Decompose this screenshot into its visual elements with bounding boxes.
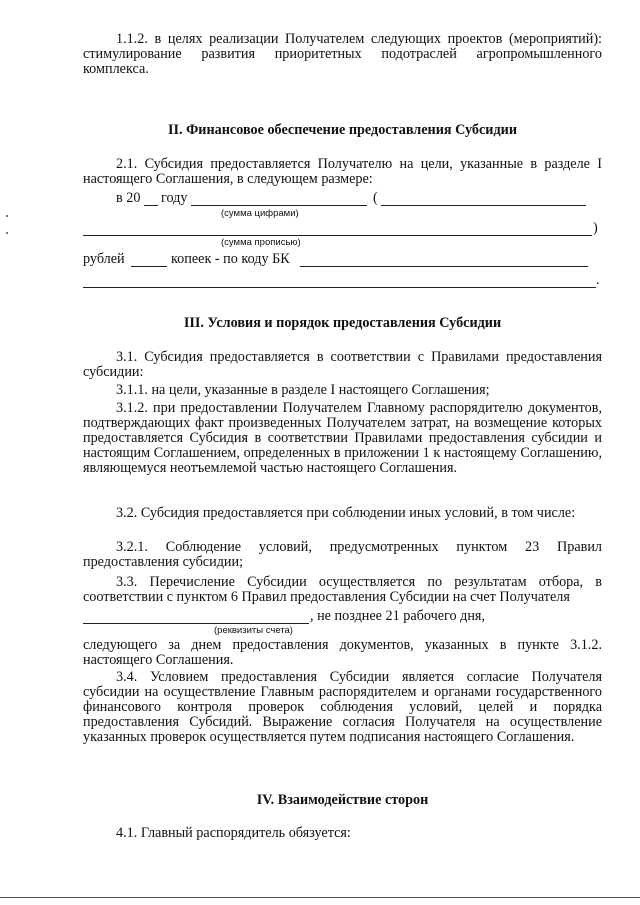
paragraph-3-2: 3.2. Субсидия предоставляется при соблюдении иных условий, в том числе: <box>116 505 576 521</box>
paragraph-3-1-1: 3.1.1. на цели, указанные в разделе I настоящего Соглашения; <box>116 382 490 398</box>
close-paren: ) <box>593 220 598 236</box>
paragraph-3-1: 3.1. Субсидия предоставляется в соответствии с Правилами предоставления субсидии: <box>83 349 602 380</box>
section-2-heading: II. Финансовое обеспечение предоставления Субсидии <box>167 122 518 138</box>
rubles-label: рублей <box>83 251 125 267</box>
paragraph-3-3: 3.3. Перечисление Субсидии осуществляется по результатам отбора, в соответствии с пунктом 6 Правил предоставления Субсидии на счет Получателя <box>83 574 602 605</box>
paragraph-1-1-2: 1.1.2. в целях реализации Получателем следующих проектов (мероприятий): стимулирование развития приоритетных подотраслей агропромышленного комплекса. <box>83 31 602 77</box>
hint-sum-digits: (сумма цифрами) <box>221 208 299 219</box>
year-blank[interactable] <box>144 205 158 206</box>
open-paren: ( <box>373 190 378 206</box>
year-suffix: году <box>161 190 188 206</box>
bk-code-blank-2[interactable] <box>83 287 596 288</box>
hint-sum-words: (сумма прописью) <box>221 237 301 248</box>
paragraph-2-1: 2.1. Субсидия предоставляется Получателю на цели, указанные в разделе I настоящего Соглашения, в следующем размере: <box>83 156 602 187</box>
amount-words-blank[interactable] <box>83 235 592 236</box>
paragraph-3-1-2: 3.1.2. при предоставлении Получателем Главному распорядителю документов, подтверждающих факт произведенных Получателем затрат, на возмещение которых предоставляется Субсидия в соответствии Правилами предоставления субсидии и настоящим Соглашением, определенных в приложении 1 к настоящему Соглашению, являющемуся неотъемлемой частью настоящего Соглашения. <box>83 400 602 476</box>
section-4-heading: IV. Взаимодействие сторон <box>256 792 429 808</box>
paragraph-4-1: 4.1. Главный распорядитель обязуется: <box>116 825 351 841</box>
rubles-blank[interactable] <box>131 266 167 267</box>
scan-speck <box>6 215 8 217</box>
paragraph-3-2-1: 3.2.1. Соблюдение условий, предусмотренных пунктом 23 Правил предоставления субсидии; <box>83 539 602 570</box>
account-requisites-blank[interactable] <box>83 623 309 624</box>
paragraph-3-3-tail: следующего за днем предоставления документов, указанных в пункте 3.1.2. настоящего Соглашения. <box>83 637 602 668</box>
paragraph-3-3-continuation: , не позднее 21 рабочего дня, <box>310 608 486 624</box>
end-period: . <box>596 272 600 288</box>
hint-account-requisites: (реквизиты счета) <box>214 625 293 636</box>
kopeks-label: копеек - по коду БК <box>171 251 290 267</box>
amount-digits-blank-2[interactable] <box>381 205 586 206</box>
footer-rule <box>0 897 640 898</box>
scan-speck <box>6 232 8 234</box>
bk-code-blank[interactable] <box>300 266 588 267</box>
paragraph-3-4: 3.4. Условием предоставления Субсидии является согласие Получателя субсидии на осуществление Главным распорядителем и органами государственного финансового контроля проверок соблюдения условий, целей и порядка предоставления Субсидий. Выражение согласия Получателя на осуществление указанных проверок осуществляется путем подписания настоящего Соглашения. <box>83 669 602 745</box>
section-3-heading: III. Условия и порядок предоставления Субсидии <box>183 315 502 331</box>
amount-digits-blank[interactable] <box>191 205 367 206</box>
year-prefix: в 20 <box>116 190 141 206</box>
